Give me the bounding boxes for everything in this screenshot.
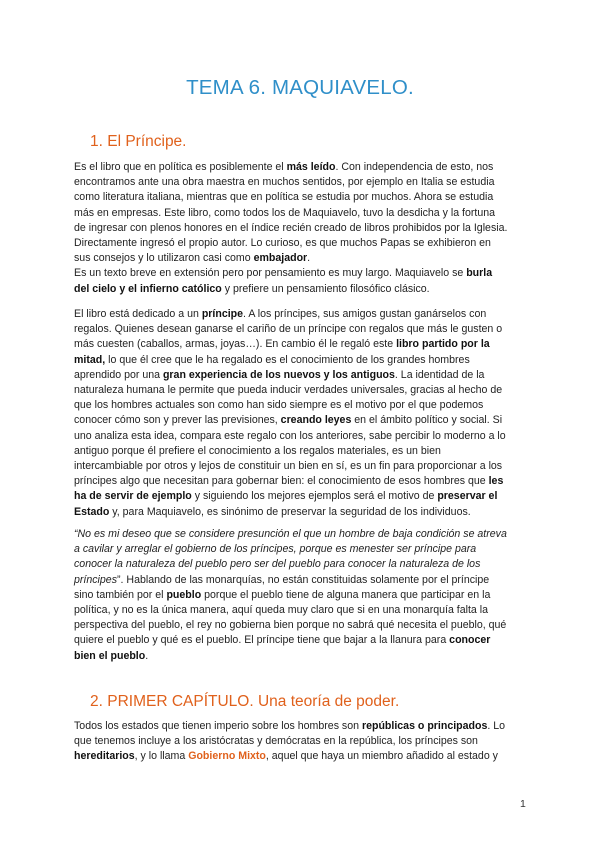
text-line: uno analiza esta idea, compara este regalo con los anteriores, sabe percibir lo moderno a lo [74, 429, 506, 442]
text-line: que los hombres actuales son como han sido siempre es el motivo por el que podemos [74, 399, 484, 412]
text-line: antiguo porque él prefiere el conocimiento a los regalos materiales, es un bien [74, 444, 441, 457]
text-line: Es un texto breve en extensión pero por pensamiento es muy largo. Maquiavelo se burla [74, 267, 493, 280]
section1-paragraph-1 [74, 160, 534, 297]
text-line: intercambiable por otros y lejos de constituir un bien en sí, es un fin para proporcionar a los [74, 460, 503, 473]
text-line: ha de servir de ejemplo y siguiendo los mejores ejemplos será el motivo de preservar el [74, 490, 498, 503]
text-line: regalos. Quienes desean ganarse el cariño de un príncipe con regalos que más le gusten o [74, 323, 503, 336]
text-line: como literatura italiana, mientras que en política se estudia por muchos. Ahora se estudia [74, 191, 494, 204]
quote-line: “No es mi deseo que se considere presunción el que un hombre de baja condición se atreva [74, 528, 507, 540]
text-line: sino también por el pueblo porque el pueblo tiene de alguna manera que participar en la [74, 588, 491, 601]
text-line: sus consejos y lo utilizaron casi como embajador. [74, 252, 311, 265]
text-line: hereditarios, y lo llama Gobierno Mixto, aquel que haya un miembro añadido al estado y [74, 750, 498, 763]
section1-paragraph-2 [74, 307, 534, 520]
document-title: TEMA 6. MAQUIAVELO. [186, 76, 414, 99]
section-heading-el-principe: 1. El Príncipe. [90, 133, 187, 150]
text-line: más en empresas. Este libro, como todos los de Maquiavelo, tuvo la desdicha y la fortuna [74, 206, 496, 219]
text-line: del cielo y el infierno católico y prefiere un pensamiento filosófico clásico. [74, 282, 430, 295]
text-line: aprendido por una gran experiencia de los nuevos y los antiguos. La identidad de la [74, 368, 485, 381]
quote-line: a cavilar y arreglar el gobierno de los príncipes, porque es menester ser príncipe para [74, 543, 477, 556]
text-line: mitad, lo que él cree que le ha regalado es el conocimiento de los grandes hombres [74, 353, 470, 366]
text-line: política, y no es la única manera, aquí queda muy claro que si en una monarquía falta la [74, 604, 488, 617]
text-line: naturaleza humana le permite que pueda inducir verdades universales, gracias al hecho de [74, 384, 503, 397]
section-heading-primer-capitulo: 2. PRIMER CAPÍTULO. Una teoría de poder. [90, 693, 400, 710]
text-line: Todos los estados que tienen imperio sobre los hombres son repúblicas o principados. Lo [74, 720, 506, 732]
text-line: príncipes”. Hablando de las monarquías, no están constituidas solamente por el príncipe [74, 573, 490, 586]
text-line: encontramos ante una obra maestra en muchos sentidos, por ejemplo en Italia se estudia [74, 176, 495, 189]
text-line: perspectiva del pueblo, el rey no gobierna bien porque no sabrá qué necesita el pueblo, qué [74, 619, 507, 632]
text-line: Directamente ingresó el propio autor. Lo curioso, es que muchos Papas se exhibieron en [74, 237, 491, 250]
text-line: conocer cómo son y prever las previsiones, creando leyes en el ámbito político y social. Si [74, 414, 503, 427]
text-line: más cuesten (caballos, armas, joyas…). En cambio él le regaló este libro partido por la [74, 338, 490, 351]
section1-paragraph-3 [74, 527, 534, 664]
text-line: bien el pueblo. [74, 649, 149, 662]
s1-p1-lines [74, 160, 534, 297]
text-line: príncipes algo que necesitan para gobernar bien: el conocimiento de esos hombres que les [74, 475, 504, 488]
text-line: Es el libro que en política es posiblemente el más leído. Con independencia de esto, nos [74, 161, 494, 173]
text-line: Estado y, para Maquiavelo, es sinónimo de preservar la seguridad de los individuos. [74, 505, 471, 518]
text-line: quiere el pueblo y qué es el pueblo. El príncipe tiene que bajar a la llanura para conocer [74, 634, 491, 647]
text-line: El libro está dedicado a un príncipe. A los príncipes, sus amigos gustan ganárselos con [74, 308, 487, 320]
quote-line: conocer la naturaleza del pueblo pero ser del pueblo para conocer la naturaleza de los [74, 558, 481, 571]
text-line: que tenemos incluye a los aristócratas y demócratas en la república, los príncipes son [74, 735, 478, 748]
page-number: 1 [520, 798, 526, 810]
section2-paragraph-1 [74, 719, 534, 765]
text-line: de ingresar con plenos honores en el índice recién creado de libros prohibidos por la Iglesia. [74, 221, 508, 234]
highlighted-term: Gobierno Mixto [188, 750, 266, 763]
